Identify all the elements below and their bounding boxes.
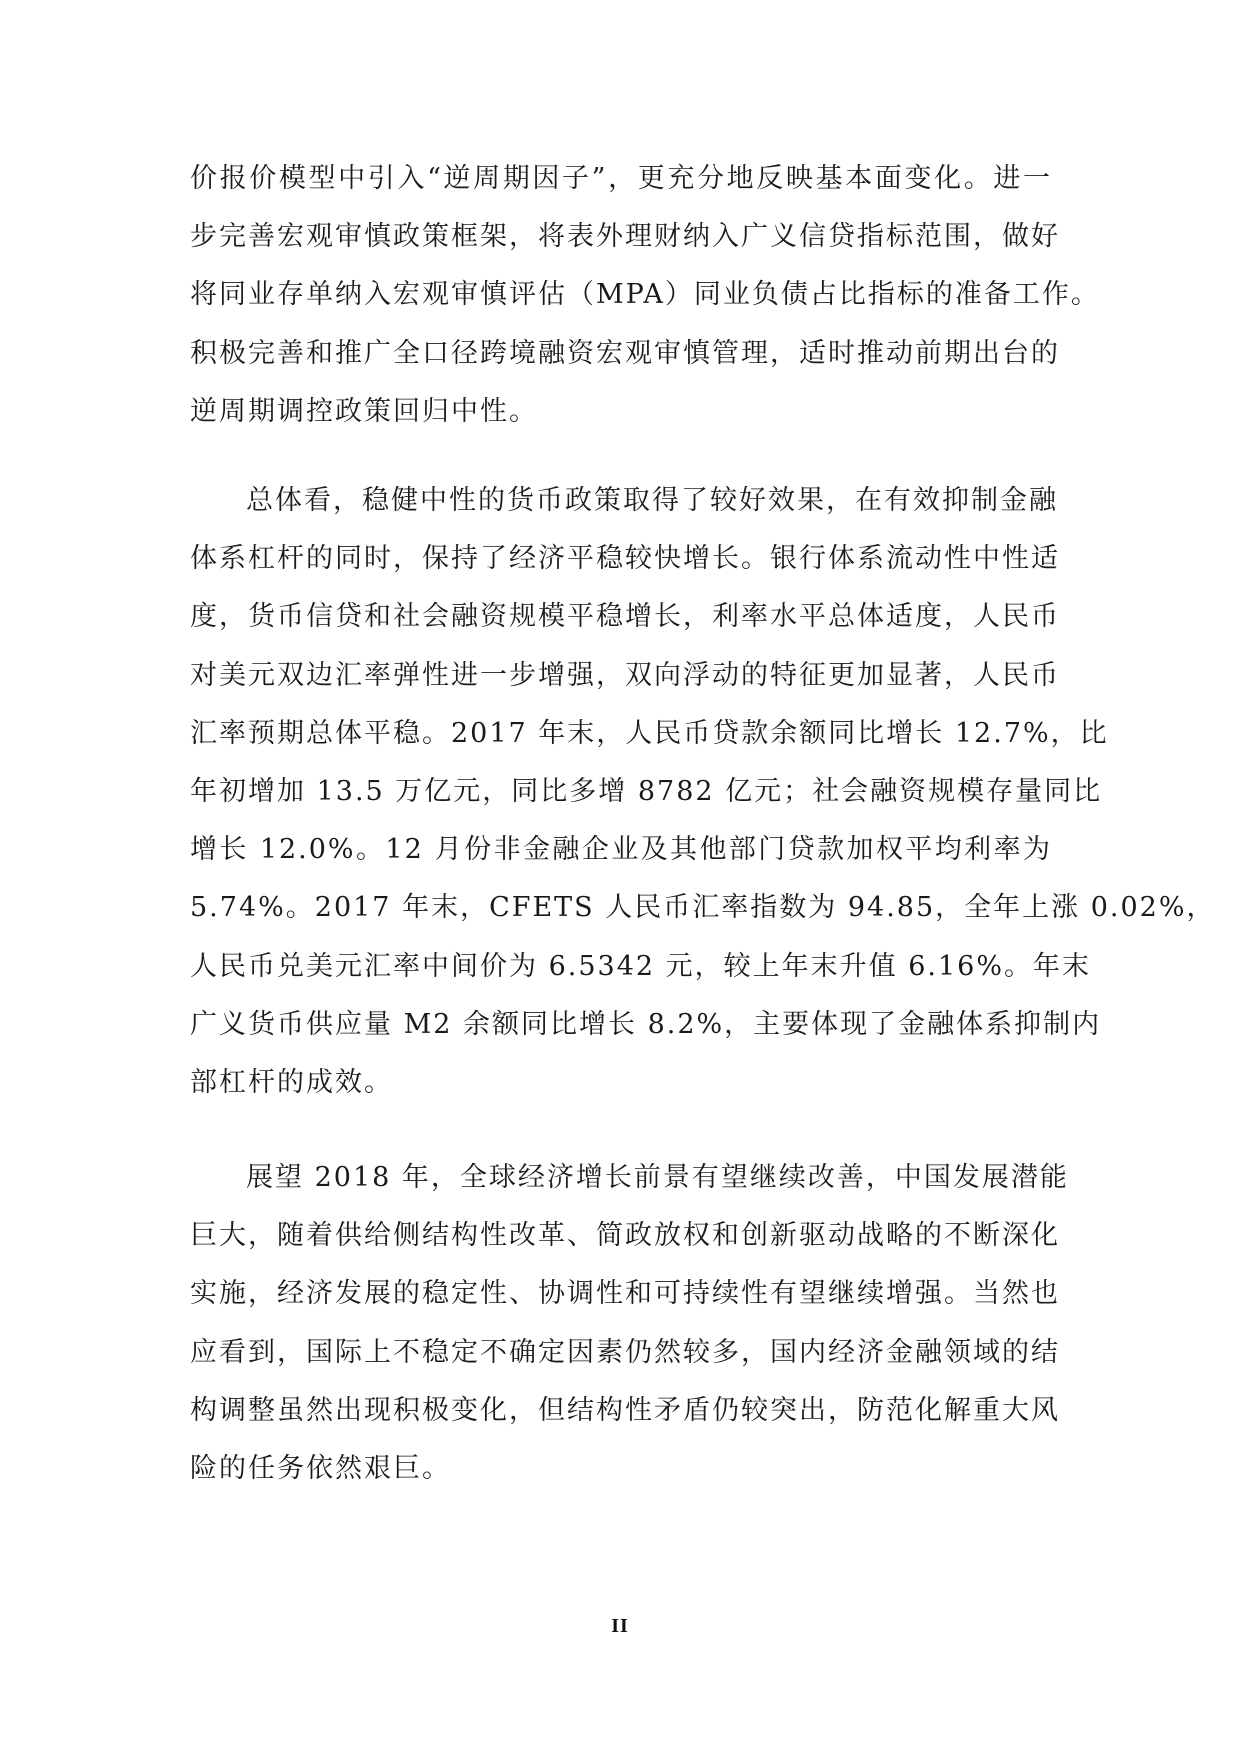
paragraph-line: 步完善宏观审慎政策框架，将表外理财纳入广义信贷指标范围，做好: [190, 221, 1060, 253]
paragraph-line: 实施，经济发展的稳定性、协调性和可持续性有望继续增强。当然也: [190, 1278, 1060, 1310]
paragraph-line: 对美元双边汇率弹性进一步增强，双向浮动的特征更加显著，人民币: [190, 659, 1060, 691]
paragraph-3: [190, 1149, 1069, 1498]
paragraph-line: 展望 2018 年，全球经济增长前景有望继续改善，中国发展潜能: [246, 1162, 1069, 1193]
page-number: II: [611, 1615, 629, 1637]
paragraph-line: 度，货币信贷和社会融资规模平稳增长，利率水平总体适度，人民币: [190, 601, 1060, 633]
paragraph-line: 巨大，随着供给侧结构性改革、简政放权和创新驱动战略的不断深化: [190, 1220, 1060, 1252]
paragraph-line: 价报价模型中引入“逆周期因子”，更充分地反映基本面变化。进一: [190, 163, 1052, 194]
paragraph-line: 构调整虽然出现积极变化，但结构性矛盾仍较突出，防范化解重大风: [190, 1394, 1060, 1426]
paragraph-line: 广义货币供应量 M2 余额同比增长 8.2%，主要体现了金融体系抑制内: [190, 1008, 1102, 1040]
paragraph-line: 逆周期调控政策回归中性。: [190, 395, 538, 427]
paragraph-line: 将同业存单纳入宏观审慎评估（MPA）同业负债占比指标的准备工作。: [190, 279, 1100, 311]
paragraph-line: 年初增加 13.5 万亿元，同比多增 8782 亿元；社会融资规模存量同比: [190, 775, 1103, 807]
paragraph-line: 险的任务依然艰巨。: [190, 1452, 451, 1484]
paragraph-1: [190, 150, 1100, 441]
paragraph-2: [190, 472, 1216, 1112]
paragraph-line: 体系杠杆的同时，保持了经济平稳较快增长。银行体系流动性中性适: [190, 543, 1060, 575]
paragraph-line: 积极完善和推广全口径跨境融资宏观审慎管理，适时推动前期出台的: [190, 337, 1060, 369]
paragraph-line: 部杠杆的成效。: [190, 1066, 393, 1098]
paragraph-line: 汇率预期总体平稳。2017 年末，人民币贷款余额同比增长 12.7%，比: [190, 717, 1109, 749]
paragraph-line: 5.74%。2017 年末，CFETS 人民币汇率指数为 94.85，全年上涨 0.02%，: [190, 892, 1216, 924]
paragraph-line: 总体看，稳健中性的货币政策取得了较好效果，在有效抑制金融: [246, 485, 1058, 516]
paragraph-line: 增长 12.0%。12 月份非金融企业及其他部门贷款加权平均利率为: [190, 834, 1052, 866]
paragraph-line: 人民币兑美元汇率中间价为 6.5342 元，较上年末升值 6.16%。年末: [190, 950, 1091, 982]
paragraph-line: 应看到，国际上不稳定不确定因素仍然较多，国内经济金融领域的结: [190, 1336, 1060, 1368]
